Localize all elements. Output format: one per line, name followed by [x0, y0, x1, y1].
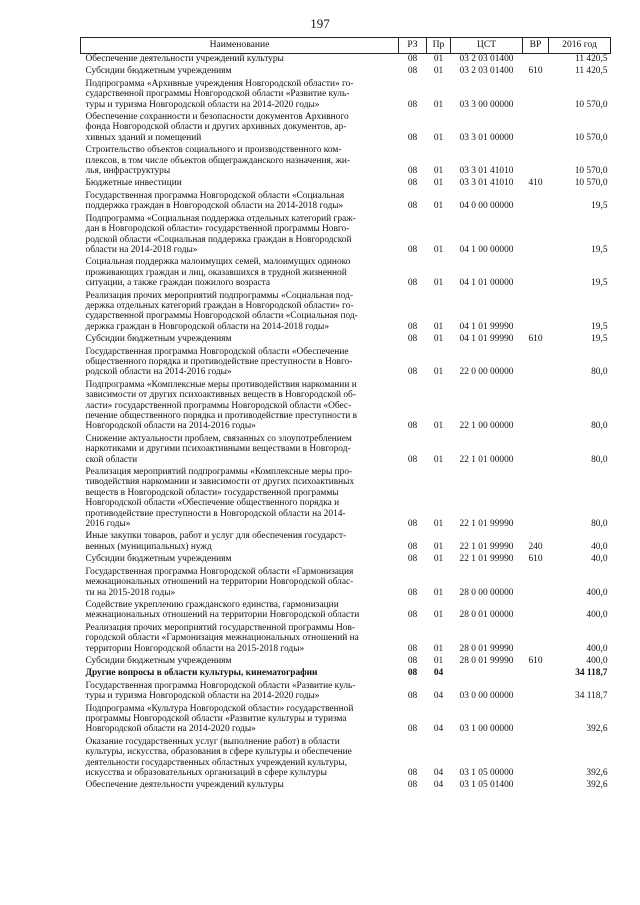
cell-vr: 610: [528, 655, 543, 666]
cell-name: Другие вопросы в области культуры, кинематографии: [85, 668, 318, 679]
cell-name: Социальная поддержка малоимущих семей, малоимущих одиноко проживающих граждан и лиц, оказавшихся в трудной жизненной ситуации, а также граждан пожилого возраста: [85, 257, 351, 289]
cell-name: Бюджетные инвестиции: [85, 178, 182, 189]
cell-vr: [523, 567, 549, 600]
cell-vr: [523, 780, 549, 792]
cell-sum: 392,6: [586, 768, 608, 778]
cell-name: Снижение актуальности проблем, связанных со злоупотреблением наркотиками и другими психоактивными веществами в Новгород- ской области: [85, 433, 352, 465]
cell-sum: 10 570,0: [574, 166, 608, 177]
cell-rz: 08: [407, 321, 418, 332]
cell-pr: 01: [433, 132, 444, 143]
cell-rz: 08: [407, 99, 418, 110]
cell-cst: 03 1 05 01400: [459, 780, 514, 791]
cell-cst: 22 1 01 99990: [459, 554, 514, 565]
cell-pr: 01: [433, 519, 444, 530]
table-row: [81, 600, 611, 623]
cell-pr: 01: [433, 655, 444, 666]
table-row: [81, 467, 611, 531]
cell-pr: 01: [433, 334, 444, 345]
cell-sum: 40,0: [591, 554, 608, 565]
cell-rz: 08: [407, 724, 418, 735]
cell-rz: 08: [407, 655, 418, 666]
table-row: [81, 656, 611, 668]
cell-pr: 01: [433, 66, 444, 77]
cell-vr: [523, 191, 549, 214]
cell-vr: [523, 79, 549, 112]
table-header-row: [81, 38, 611, 54]
cell-sum: 19,5: [591, 334, 608, 345]
cell-name: Строительство объектов социального и производственного ком- плексов, в том числе объектов общегражданского назначения, жи- лья, инфраструктуры: [85, 145, 351, 177]
cell-vr: [523, 291, 549, 335]
cell-pr: 01: [433, 201, 444, 212]
cell-vr: [523, 112, 549, 145]
cell-name: Реализация мероприятий подпрограммы «Комплексные меры про- тиводействия наркомании и зависимости от других психоактивных веществ в Новгородской области» государственной программы Новгородской области «Обеспечение общественного порядка и противодействие преступности в Новгородской области на 2014- 2016 годы»: [85, 467, 355, 530]
table-row: [81, 704, 611, 737]
table-row: [81, 191, 611, 214]
table-row: [81, 531, 611, 554]
cell-sum: 400,0: [586, 587, 608, 598]
cell-rz: 08: [407, 334, 418, 345]
cell-cst: 04 1 01 99990: [459, 321, 514, 332]
cell-pr: 01: [433, 321, 444, 332]
cell-cst: 22 1 01 99990: [459, 541, 514, 552]
cell-rz: 08: [407, 780, 418, 791]
cell-cst: 28 0 01 00000: [459, 610, 514, 621]
cell-sum: 400,0: [586, 643, 608, 654]
cell-name: Обеспечение деятельности учреждений культуры: [85, 54, 284, 64]
cell-pr: 04: [433, 780, 444, 791]
cell-cst: 22 1 00 00000: [459, 421, 514, 432]
header-year: 2016 год: [549, 38, 611, 54]
cell-pr: 01: [433, 99, 444, 110]
cell-cst: 22 1 01 99990: [459, 519, 514, 530]
cell-sum: 80,0: [591, 421, 608, 432]
table-row: [81, 334, 611, 346]
cell-rz: 08: [407, 166, 418, 177]
cell-sum: 11 420,5: [575, 66, 608, 77]
cell-pr: 01: [433, 244, 444, 255]
table-row: [81, 567, 611, 600]
cell-name: Обеспечение сохранности и безопасности документов Архивного фонда Новгородской области и других архивных документов, ар- хивных зданий и помещений: [85, 112, 349, 143]
table-body: [81, 54, 611, 793]
table-row: [81, 434, 611, 467]
table-row: [81, 214, 611, 258]
cell-vr: [523, 214, 549, 258]
cell-pr: 01: [433, 178, 444, 189]
cell-rz: 08: [407, 643, 418, 654]
cell-rz: 08: [407, 541, 418, 552]
cell-sum: 80,0: [591, 454, 608, 465]
cell-rz: 08: [407, 367, 418, 378]
cell-vr: 610: [528, 334, 543, 345]
cell-name: Государственная программа Новгородской области «Обеспечение общественного порядка и противодействие преступности в Новго- родской области на 2014-2016 годы»: [85, 346, 353, 378]
cell-name: Государственная программа Новгородской области «Социальная поддержка граждан в Новгородской области на 2014-2018 годы»: [85, 190, 345, 212]
cell-cst: 04 1 01 99990: [459, 334, 514, 345]
table-row: [81, 145, 611, 178]
cell-cst: 03 3 01 41010: [459, 178, 514, 189]
cell-sum: 80,0: [591, 367, 608, 378]
table-row: [81, 737, 611, 781]
cell-pr: 01: [433, 643, 444, 654]
cell-rz: 08: [407, 668, 418, 679]
cell-name: Содействие укреплению гражданского единства, гармонизации межнациональных отношений на территории Новгородской области: [85, 599, 360, 621]
cell-vr: [523, 257, 549, 290]
cell-name: Субсидии бюджетным учреждениям: [85, 554, 232, 565]
cell-name: Подпрограмма «Культура Новгородской области» государственной программы Новгородской области «Развитие культуры и туризма Новгородской области на 2014-2020 годы»: [85, 703, 354, 735]
header-vr: ВР: [523, 38, 549, 54]
table-row: [81, 554, 611, 566]
cell-rz: 08: [407, 244, 418, 255]
cell-cst: 03 1 05 00000: [459, 768, 514, 778]
cell-sum: 34 118,7: [575, 668, 608, 679]
cell-cst: 03 2 03 01400: [459, 66, 514, 77]
cell-sum: 400,0: [586, 610, 608, 621]
cell-cst: 03 3 01 41010: [459, 166, 514, 177]
page-number: 197: [310, 16, 330, 31]
cell-sum: 11 420,5: [575, 54, 608, 64]
cell-cst: 28 0 00 00000: [459, 587, 514, 598]
table-row: [81, 780, 611, 792]
cell-cst: [451, 668, 523, 680]
header-pr: Пр: [427, 38, 451, 54]
cell-cst: 04 1 01 00000: [459, 278, 514, 289]
cell-sum: 10 570,0: [574, 178, 608, 189]
cell-pr: 01: [433, 166, 444, 177]
cell-name: Подпрограмма «Комплексные меры противодействия наркомании и зависимости от других психоактивных веществ в Новгородской об- ласти» государственной программы Новгородской области «Обес- печение общественного порядка и противодействие преступности в Новгородской области на 2014-2016 годы»: [85, 379, 358, 432]
cell-name: Государственная программа Новгородской области «Развитие куль- туры и туризма Новгородской области на 2014-2020 годы»: [85, 680, 356, 702]
cell-name: Государственная программа Новгородской области «Гармонизация межнациональных отношений на территории Новгородской облас- ти на 2015-2018 годы»: [85, 566, 354, 598]
cell-sum: 40,0: [591, 541, 608, 552]
cell-name: Реализация прочих мероприятий государственной программы Нов- городской области «Гармонизация межнациональных отношений на территории Новгородской области на 2015-2018 годы»: [85, 622, 359, 654]
cell-name: Оказание государственных услуг (выполнение работ) в области культуры, искусства, образования в сфере культуры и обеспечение деятельности государственных областных учреждений культуры, искусства и образовательных организаций в сфере культуры: [85, 736, 352, 778]
cell-name: Субсидии бюджетным учреждениям: [85, 66, 232, 77]
cell-pr: 01: [433, 587, 444, 598]
cell-vr: 410: [528, 178, 543, 189]
cell-vr: [523, 380, 549, 434]
cell-vr: [523, 681, 549, 704]
header-name: Наименование: [81, 38, 399, 54]
cell-cst: 28 0 01 99990: [459, 643, 514, 654]
cell-rz: 08: [407, 691, 418, 702]
cell-rz: 08: [407, 454, 418, 465]
header-rz: РЗ: [399, 38, 427, 54]
cell-sum: 19,5: [591, 201, 608, 212]
cell-vr: 240: [528, 541, 543, 552]
table-row: [81, 668, 611, 680]
cell-cst: 03 2 03 01400: [459, 54, 514, 64]
cell-rz: 08: [407, 554, 418, 565]
cell-pr: 01: [433, 610, 444, 621]
cell-vr: 610: [528, 66, 543, 77]
table-row: [81, 257, 611, 290]
table-row: [81, 291, 611, 335]
cell-pr: 01: [433, 367, 444, 378]
cell-vr: [523, 54, 549, 67]
cell-pr: 01: [433, 541, 444, 552]
cell-name: Субсидии бюджетным учреждениям: [85, 655, 232, 666]
cell-pr: 04: [433, 768, 444, 778]
cell-sum: 392,6: [586, 780, 608, 791]
cell-rz: 08: [407, 421, 418, 432]
cell-pr: 04: [433, 724, 444, 735]
cell-rz: 08: [407, 178, 418, 189]
cell-rz: 08: [407, 54, 418, 64]
cell-vr: [523, 668, 549, 680]
cell-pr: 01: [433, 421, 444, 432]
cell-sum: 392,6: [586, 724, 608, 735]
table-row: [81, 681, 611, 704]
cell-name: Субсидии бюджетным учреждениям: [85, 334, 232, 345]
cell-cst: 03 3 01 00000: [459, 132, 514, 143]
cell-sum: 10 570,0: [574, 132, 608, 143]
table-row: [81, 347, 611, 380]
cell-vr: [523, 623, 549, 656]
header-cst: ЦСТ: [451, 38, 523, 54]
budget-table: [80, 37, 611, 793]
cell-pr: 04: [433, 691, 444, 702]
cell-pr: 04: [433, 668, 444, 679]
cell-sum: 19,5: [591, 278, 608, 289]
cell-vr: [523, 145, 549, 178]
cell-name: Подпрограмма «Социальная поддержка отдельных категорий граж- дан в Новгородской области» государственной программы Новго- родской области «Социальная поддержка граждан в Новгородской области на 2014-2018 годы»: [85, 213, 356, 255]
cell-sum: 80,0: [591, 519, 608, 530]
table-row: [81, 178, 611, 190]
cell-pr: 01: [433, 554, 444, 565]
cell-name: Иные закупки товаров, работ и услуг для обеспечения государст- венных (муниципальных) нужд: [85, 531, 347, 552]
cell-name: Обеспечение деятельности учреждений культуры: [85, 780, 284, 791]
cell-cst: 03 0 00 00000: [459, 691, 514, 702]
cell-sum: 10 570,0: [574, 99, 608, 110]
table-row: [81, 79, 611, 112]
cell-cst: 22 1 01 00000: [459, 454, 514, 465]
cell-rz: 08: [407, 587, 418, 598]
cell-sum: 19,5: [591, 321, 608, 332]
cell-name: Реализация прочих мероприятий подпрограммы «Социальная под- держка отдельных категорий граждан в Новгородской области» го- сударственной программы Новгородской области «Социальная под- держка граждан в Новгородской области на 2014-2018 годы»: [85, 290, 358, 332]
cell-pr: 01: [433, 278, 444, 289]
cell-cst: 22 0 00 00000: [459, 367, 514, 378]
cell-vr: [523, 737, 549, 781]
cell-vr: [523, 347, 549, 380]
cell-cst: 03 1 00 00000: [459, 724, 514, 735]
table-row: [81, 623, 611, 656]
cell-sum: 19,5: [591, 244, 608, 255]
cell-vr: [523, 434, 549, 467]
cell-name: Подпрограмма «Архивные учреждения Новгородской области» го- сударственной программы Новгородской области «Развитие куль- туры и туризма Новгородской области на 2014-2020 годы»: [85, 78, 354, 110]
cell-vr: [523, 467, 549, 531]
cell-cst: 28 0 01 99990: [459, 655, 514, 666]
cell-cst: 04 0 00 00000: [459, 201, 514, 212]
cell-rz: 08: [407, 610, 418, 621]
cell-rz: 08: [407, 278, 418, 289]
cell-vr: [523, 600, 549, 623]
cell-rz: 08: [407, 768, 418, 778]
cell-cst: 04 1 00 00000: [459, 244, 514, 255]
cell-rz: 08: [407, 201, 418, 212]
cell-rz: 08: [407, 132, 418, 143]
cell-vr: [523, 704, 549, 737]
cell-sum: 400,0: [586, 655, 608, 666]
cell-pr: 01: [433, 54, 444, 64]
table-row: [81, 66, 611, 78]
table-row: [81, 380, 611, 434]
cell-cst: 03 3 00 00000: [459, 99, 514, 110]
cell-rz: 08: [407, 519, 418, 530]
cell-vr: 610: [528, 554, 543, 565]
cell-sum: 34 118,7: [575, 691, 608, 702]
table-row: [81, 112, 611, 145]
cell-pr: 01: [433, 454, 444, 465]
cell-rz: 08: [407, 66, 418, 77]
table-row: [81, 54, 611, 67]
